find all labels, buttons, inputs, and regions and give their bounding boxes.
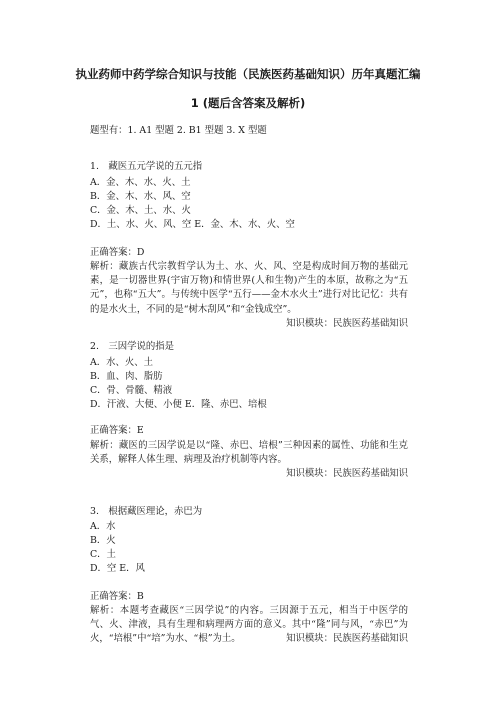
knowledge-module: 知识模块：民族医药基础知识 (286, 317, 408, 329)
question-3-answer: 正确答案：B (90, 591, 144, 602)
knowledge-module: 知识模块：民族医药基础知识 (286, 633, 408, 645)
question-2-option-d-e: D．汗液、大便、小便 E．隆、赤巴、培根 (90, 399, 267, 410)
question-3-option-c: C．土 (90, 549, 116, 560)
question-2-stem: 2. 三因学说的指是 (90, 341, 174, 352)
question-3-option-b: B．火 (90, 535, 116, 546)
question-1-analysis (90, 260, 408, 331)
analysis-text: 解析：藏族古代宗教哲学认为土、水、火、风、空是构成时间万物的基础元素，是一切器世界(宇宙万物)和情世界(人和生物)产生的本原，故称之为“五元”，也称“五大”。与传统中医学“五行——金木水火土”进行对比记忆：共有的是水火土，不同的是“树木刮风”和“金钱成空”。 (90, 261, 408, 315)
question-3-stem: 3. 根据藏医理论，赤巴为 (90, 506, 203, 517)
question-2-option-a: A．水、火、土 (90, 357, 154, 368)
knowledge-module: 知识模块：民族医药基础知识 (286, 468, 408, 480)
analysis-text: 解析：本题考查藏医“三因学说”的内容。三因源于五元，相当于中医学的气、火、津液，具有生理和病理两方面的意义。其中“隆”同与风，“赤巴”为火，“培根”中“培”为水、“根”为土。 (90, 605, 408, 645)
analysis-text: 解析：藏医的三因学说是以“隆、赤巴、培根”三种因素的属性、功能和生克关系，解释人体生理、病理及治疗机制等内容。 (90, 440, 408, 466)
question-2-option-b: B．血、肉、脂肪 (90, 371, 163, 382)
question-1-option-d-e: D．土、水、火、风、空 E．金、木、水、火、空 (90, 219, 295, 230)
question-2-option-c: C．骨、骨髓、精液 (90, 385, 173, 396)
question-3-analysis (90, 604, 408, 647)
question-2-analysis (90, 439, 408, 482)
document-subtitle: 1 (题后含答案及解析) (190, 96, 306, 110)
document-title: 执业药师中药学综合知识与技能（民族医药基础知识）历年真题汇编 (75, 67, 421, 81)
question-3-option-a: A．水 (90, 521, 116, 532)
question-1-option-c: C．金、木、土、水、火 (90, 205, 191, 216)
question-1-answer: 正确答案：D (90, 247, 145, 258)
question-1-stem: 1. 藏医五元学说的五元指 (90, 161, 203, 172)
question-2-answer: 正确答案：E (90, 425, 144, 436)
question-3-option-d-e: D．空 E．风 (90, 563, 145, 574)
question-types: 题型有：1. A1 型题 2. B1 型题 3. X 型题 (90, 125, 267, 136)
question-1-option-b: B．金、木、水、风、空 (90, 191, 191, 202)
question-1-option-a: A．金、木、水、火、土 (90, 177, 191, 188)
